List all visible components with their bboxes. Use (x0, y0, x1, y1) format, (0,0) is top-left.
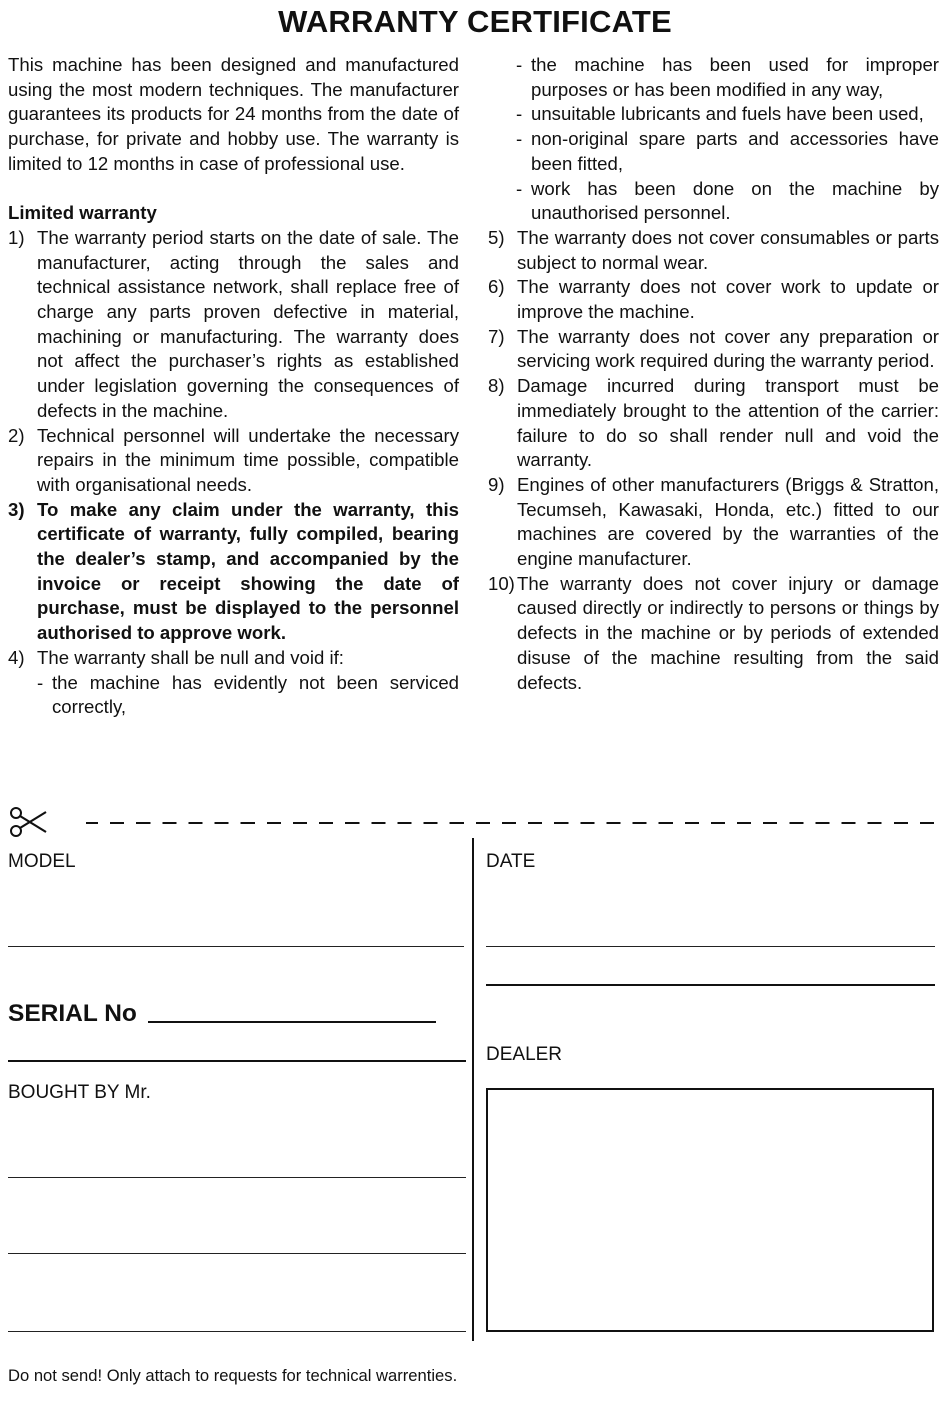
item-text: The warranty period starts on the date of sale. The manufacturer, acting through the sales and technical assistance network, shall replace free of charge any parts proven defective in material, machining or manufacturing. The warranty does not affect the purchaser’s rights as established under legislation governing the consequences of defects in the machine. (37, 226, 459, 421)
limited-warranty-heading: Limited warranty (8, 202, 157, 224)
item-number: 1) (8, 226, 25, 248)
bought-by-label: BOUGHT BY Mr. (8, 1082, 151, 1103)
dealer-label: DEALER (486, 1044, 563, 1065)
condition-text: non-original spare parts and accessories have been fitted, (531, 128, 939, 174)
warranty-item-9 (488, 473, 939, 572)
serial-underline (8, 1060, 466, 1062)
condition-text: work has been done on the machine by unauthorised personnel. (531, 177, 939, 224)
item-number: 9) (488, 473, 505, 495)
warranty-item-6 (488, 275, 939, 324)
right-column (488, 53, 939, 695)
left-column (8, 53, 459, 720)
warranty-item-2 (8, 424, 459, 498)
dash-bullet: - (516, 54, 523, 75)
item-text: The warranty does not cover consumables or parts subject to normal wear. (517, 226, 939, 273)
item-number: 10) (488, 572, 515, 594)
item-text: The warranty does not cover injury or damage caused directly or indirectly to persons or things by defects in the machine or by periods of extended disuse of the machine resulting from the said defects. (517, 572, 939, 693)
condition-text: the machine has evidently not been serviced correctly, (52, 671, 459, 718)
dash-bullet: - (516, 128, 523, 150)
void-condition (516, 127, 939, 176)
item-number: 4) (8, 646, 25, 668)
item-text: Damage incurred during transport must be immediately brought to the attention of the carrier: failure to do so shall render null and void the warranty. (517, 375, 939, 471)
condition-text: the machine has been used for improper purposes or has been modified in any way, (531, 54, 939, 100)
warranty-item-7 (488, 325, 939, 374)
void-condition (37, 671, 459, 720)
item-number: 5) (488, 226, 505, 248)
item-number: 6) (488, 276, 505, 298)
item-number: 3) (8, 498, 25, 520)
item-text: The warranty does not cover any preparation or servicing work required during the warranty period. (517, 325, 939, 372)
void-condition (516, 53, 939, 102)
dealer-stamp-box[interactable] (486, 1088, 934, 1332)
form-divider (472, 838, 474, 1341)
item-text: To make any claim under the warranty, this certificate of warranty, fully compiled, bearing the dealer’s stamp, and accompanied by the invoice or receipt showing the date of purchase, must be displayed to the personnel authorised to approve work. (37, 498, 459, 644)
item-text: Engines of other manufacturers (Briggs & Stratton, Tecumseh, Kawasaki, Honda, etc.) fitted to our machines are covered by the warranties of the engine manufacturer. (517, 473, 939, 570)
warranty-item-8 (488, 374, 939, 473)
serial-number-label: SERIAL No (8, 1000, 137, 1027)
intro-paragraph: This machine has been designed and manufactured using the most modern techniques. The manufacturer guarantees its products for 24 months from the date of purchase, for private and hobby use. The warranty is limited to 12 months in case of professional use. (8, 54, 459, 174)
dash-bullet: - (37, 671, 44, 693)
model-field-line[interactable] (8, 946, 464, 947)
item-text: Technical personnel will undertake the necessary repairs in the minimum time possible, compatible with organisational needs. (37, 424, 459, 495)
dash-bullet: - (516, 177, 523, 199)
cut-line (86, 822, 938, 824)
bought-by-line-3[interactable] (8, 1331, 466, 1332)
item-number: 8) (488, 375, 505, 397)
date-underline (486, 984, 935, 986)
footer-note: Do not send! Only attach to requests for technical warrenties. (8, 1366, 458, 1385)
item-text: The warranty shall be null and void if: (37, 646, 344, 668)
warranty-item-10 (488, 572, 939, 696)
date-label: DATE (486, 851, 536, 872)
item-number: 2) (8, 424, 25, 446)
serial-field-line[interactable] (148, 1021, 436, 1023)
warranty-item-4 (8, 646, 459, 671)
void-condition (516, 102, 939, 127)
date-field-line[interactable] (486, 946, 935, 947)
model-label: MODEL (8, 851, 76, 872)
condition-text: unsuitable lubricants and fuels have been used, (531, 103, 924, 125)
bought-by-line-2[interactable] (8, 1253, 466, 1254)
void-condition (516, 177, 939, 226)
dash-bullet: - (516, 103, 523, 125)
bought-by-line-1[interactable] (8, 1177, 466, 1178)
item-text: The warranty does not cover work to update or improve the machine. (517, 276, 939, 323)
warranty-item-3 (8, 498, 459, 646)
warranty-item-5 (488, 226, 939, 275)
warranty-item-1 (8, 226, 459, 424)
item-number: 7) (488, 325, 505, 347)
certificate-title: WARRANTY CERTIFICATE (278, 4, 672, 39)
scissors-icon (8, 806, 48, 838)
